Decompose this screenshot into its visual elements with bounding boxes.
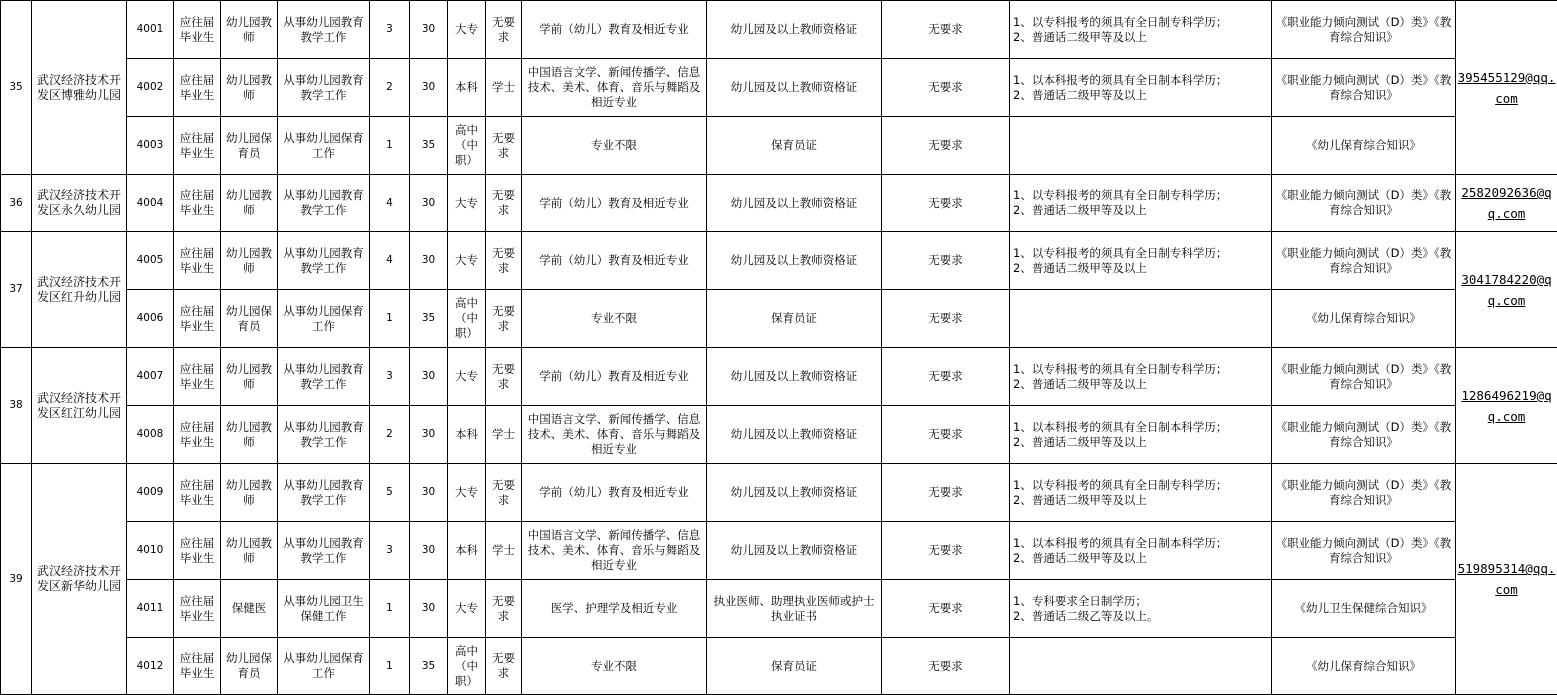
other-requirement: 无要求	[882, 348, 1010, 406]
education: 大专	[448, 580, 486, 638]
education: 大专	[448, 175, 486, 232]
other-requirement: 无要求	[882, 117, 1010, 175]
post-code: 4008	[127, 406, 174, 464]
exam-subjects: 《职业能力倾向测试（D）类》《教育综合知识》	[1272, 522, 1456, 580]
certificate: 幼儿园及以上教师资格证	[707, 406, 882, 464]
post-name: 幼儿园保育员	[221, 638, 278, 695]
duty-description: 从事幼儿园教育教学工作	[278, 175, 370, 232]
target-group: 应往届毕业生	[174, 232, 221, 290]
other-requirement: 无要求	[882, 522, 1010, 580]
exam-subjects: 《职业能力倾向测试（D）类》《教育综合知识》	[1272, 232, 1456, 290]
table-row	[1, 522, 1557, 580]
other-requirement: 无要求	[882, 406, 1010, 464]
degree: 无要求	[486, 464, 522, 522]
target-group: 应往届毕业生	[174, 406, 221, 464]
age-limit: 30	[410, 522, 448, 580]
major: 专业不限	[522, 290, 707, 348]
education: 大专	[448, 1, 486, 59]
post-code: 4009	[127, 464, 174, 522]
other-requirement: 无要求	[882, 464, 1010, 522]
age-limit: 30	[410, 232, 448, 290]
organization-name: 武汉经济技术开发区新华幼儿园	[32, 464, 127, 695]
notes: 1、以专科报考的须具有全日制专科学历； 2、普通话二级甲等及以上	[1010, 232, 1272, 290]
organization-name: 武汉经济技术开发区永久幼儿园	[32, 175, 127, 232]
duty-description: 从事幼儿园卫生保健工作	[278, 580, 370, 638]
notes: 1、以本科报考的须具有全日制本科学历； 2、普通话二级甲等及以上	[1010, 59, 1272, 117]
hiring-count: 1	[370, 290, 410, 348]
exam-subjects: 《幼儿保育综合知识》	[1272, 290, 1456, 348]
major: 专业不限	[522, 638, 707, 695]
major: 学前（幼儿）教育及相近专业	[522, 1, 707, 59]
major: 中国语言文学、新闻传播学、信息技术、美术、体育、音乐与舞蹈及相近专业	[522, 522, 707, 580]
hiring-count: 4	[370, 175, 410, 232]
duty-description: 从事幼儿园保育工作	[278, 117, 370, 175]
other-requirement: 无要求	[882, 1, 1010, 59]
certificate: 幼儿园及以上教师资格证	[707, 348, 882, 406]
exam-subjects: 《职业能力倾向测试（D）类》《教育综合知识》	[1272, 1, 1456, 59]
contact-email	[1456, 232, 1557, 348]
degree: 学士	[486, 406, 522, 464]
duty-description: 从事幼儿园教育教学工作	[278, 1, 370, 59]
post-name: 保健医	[221, 580, 278, 638]
education: 本科	[448, 59, 486, 117]
hiring-count: 2	[370, 406, 410, 464]
age-limit: 35	[410, 290, 448, 348]
other-requirement: 无要求	[882, 580, 1010, 638]
post-name: 幼儿园教师	[221, 464, 278, 522]
email-link[interactable]: 3041784220@qq.com	[1461, 272, 1551, 308]
other-requirement: 无要求	[882, 59, 1010, 117]
post-name: 幼儿园教师	[221, 59, 278, 117]
post-code: 4004	[127, 175, 174, 232]
notes: 1、以本科报考的须具有全日制本科学历； 2、普通话二级甲等及以上	[1010, 522, 1272, 580]
education: 高中（中职）	[448, 290, 486, 348]
education: 本科	[448, 522, 486, 580]
table-row	[1, 117, 1557, 175]
post-code: 4012	[127, 638, 174, 695]
age-limit: 30	[410, 175, 448, 232]
post-code: 4001	[127, 1, 174, 59]
hiring-count: 1	[370, 580, 410, 638]
hiring-count: 1	[370, 117, 410, 175]
row-number: 38	[1, 348, 32, 464]
education: 大专	[448, 232, 486, 290]
certificate: 幼儿园及以上教师资格证	[707, 522, 882, 580]
age-limit: 30	[410, 59, 448, 117]
table-row	[1, 1, 1557, 59]
hiring-count: 2	[370, 59, 410, 117]
table-body	[1, 1, 1557, 695]
contact-email	[1456, 464, 1557, 695]
notes	[1010, 117, 1272, 175]
major: 中国语言文学、新闻传播学、信息技术、美术、体育、音乐与舞蹈及相近专业	[522, 406, 707, 464]
target-group: 应往届毕业生	[174, 522, 221, 580]
target-group: 应往届毕业生	[174, 59, 221, 117]
exam-subjects: 《职业能力倾向测试（D）类》《教育综合知识》	[1272, 464, 1456, 522]
duty-description: 从事幼儿园教育教学工作	[278, 464, 370, 522]
certificate: 保育员证	[707, 117, 882, 175]
hiring-count: 3	[370, 348, 410, 406]
major: 中国语言文学、新闻传播学、信息技术、美术、体育、音乐与舞蹈及相近专业	[522, 59, 707, 117]
certificate: 幼儿园及以上教师资格证	[707, 59, 882, 117]
duty-description: 从事幼儿园教育教学工作	[278, 348, 370, 406]
post-name: 幼儿园保育员	[221, 117, 278, 175]
email-link[interactable]: 1286496219@qq.com	[1461, 388, 1551, 424]
major: 学前（幼儿）教育及相近专业	[522, 348, 707, 406]
major: 学前（幼儿）教育及相近专业	[522, 464, 707, 522]
degree: 无要求	[486, 175, 522, 232]
age-limit: 30	[410, 348, 448, 406]
organization-name: 武汉经济技术开发区红江幼儿园	[32, 348, 127, 464]
exam-subjects: 《职业能力倾向测试（D）类》《教育综合知识》	[1272, 175, 1456, 232]
contact-email	[1456, 348, 1557, 464]
exam-subjects: 《职业能力倾向测试（D）类》《教育综合知识》	[1272, 348, 1456, 406]
exam-subjects: 《幼儿卫生保健综合知识》	[1272, 580, 1456, 638]
table-row	[1, 406, 1557, 464]
post-code: 4010	[127, 522, 174, 580]
age-limit: 30	[410, 406, 448, 464]
certificate: 保育员证	[707, 290, 882, 348]
certificate: 执业医师、助理执业医师或护士执业证书	[707, 580, 882, 638]
degree: 无要求	[486, 638, 522, 695]
education: 本科	[448, 406, 486, 464]
age-limit: 30	[410, 580, 448, 638]
email-link[interactable]: 2582092636@qq.com	[1461, 185, 1551, 221]
table-row	[1, 348, 1557, 406]
post-name: 幼儿园教师	[221, 1, 278, 59]
certificate: 幼儿园及以上教师资格证	[707, 1, 882, 59]
notes	[1010, 290, 1272, 348]
notes: 1、专科要求全日制学历； 2、普通话二级乙等及以上。	[1010, 580, 1272, 638]
organization-name: 武汉经济技术开发区红升幼儿园	[32, 232, 127, 348]
duty-description: 从事幼儿园教育教学工作	[278, 522, 370, 580]
age-limit: 35	[410, 638, 448, 695]
education: 大专	[448, 464, 486, 522]
degree: 学士	[486, 522, 522, 580]
degree: 无要求	[486, 348, 522, 406]
age-limit: 35	[410, 117, 448, 175]
post-code: 4005	[127, 232, 174, 290]
post-code: 4003	[127, 117, 174, 175]
certificate: 幼儿园及以上教师资格证	[707, 232, 882, 290]
degree: 无要求	[486, 1, 522, 59]
age-limit: 30	[410, 1, 448, 59]
target-group: 应往届毕业生	[174, 638, 221, 695]
education: 大专	[448, 348, 486, 406]
table-row	[1, 638, 1557, 695]
email-link[interactable]: 395455129@qq.com	[1458, 70, 1556, 106]
row-number: 39	[1, 464, 32, 695]
hiring-count: 3	[370, 1, 410, 59]
degree: 无要求	[486, 290, 522, 348]
table-row	[1, 580, 1557, 638]
degree: 学士	[486, 59, 522, 117]
other-requirement: 无要求	[882, 175, 1010, 232]
hiring-count: 3	[370, 522, 410, 580]
post-name: 幼儿园保育员	[221, 290, 278, 348]
major: 专业不限	[522, 117, 707, 175]
contact-email	[1456, 175, 1557, 232]
table-row	[1, 290, 1557, 348]
exam-subjects: 《职业能力倾向测试（D）类》《教育综合知识》	[1272, 59, 1456, 117]
other-requirement: 无要求	[882, 232, 1010, 290]
post-name: 幼儿园教师	[221, 406, 278, 464]
degree: 无要求	[486, 117, 522, 175]
certificate: 保育员证	[707, 638, 882, 695]
table-row	[1, 232, 1557, 290]
post-code: 4002	[127, 59, 174, 117]
notes: 1、以专科报考的须具有全日制专科学历； 2、普通话二级甲等及以上	[1010, 175, 1272, 232]
education: 高中（中职）	[448, 117, 486, 175]
age-limit: 30	[410, 464, 448, 522]
major: 医学、护理学及相近专业	[522, 580, 707, 638]
notes	[1010, 638, 1272, 695]
hiring-count: 1	[370, 638, 410, 695]
row-number: 36	[1, 175, 32, 232]
target-group: 应往届毕业生	[174, 117, 221, 175]
other-requirement: 无要求	[882, 638, 1010, 695]
notes: 1、以专科报考的须具有全日制专科学历； 2、普通话二级甲等及以上	[1010, 464, 1272, 522]
hiring-count: 5	[370, 464, 410, 522]
degree: 无要求	[486, 580, 522, 638]
target-group: 应往届毕业生	[174, 1, 221, 59]
table-row	[1, 464, 1557, 522]
major: 学前（幼儿）教育及相近专业	[522, 175, 707, 232]
post-name: 幼儿园教师	[221, 175, 278, 232]
duty-description: 从事幼儿园教育教学工作	[278, 59, 370, 117]
exam-subjects: 《职业能力倾向测试（D）类》《教育综合知识》	[1272, 406, 1456, 464]
certificate: 幼儿园及以上教师资格证	[707, 175, 882, 232]
major: 学前（幼儿）教育及相近专业	[522, 232, 707, 290]
table-row	[1, 175, 1557, 232]
notes: 1、以本科报考的须具有全日制本科学历； 2、普通话二级甲等及以上	[1010, 406, 1272, 464]
exam-subjects: 《幼儿保育综合知识》	[1272, 638, 1456, 695]
duty-description: 从事幼儿园教育教学工作	[278, 232, 370, 290]
target-group: 应往届毕业生	[174, 290, 221, 348]
certificate: 幼儿园及以上教师资格证	[707, 464, 882, 522]
target-group: 应往届毕业生	[174, 348, 221, 406]
duty-description: 从事幼儿园保育工作	[278, 638, 370, 695]
degree: 无要求	[486, 232, 522, 290]
target-group: 应往届毕业生	[174, 464, 221, 522]
target-group: 应往届毕业生	[174, 175, 221, 232]
target-group: 应往届毕业生	[174, 580, 221, 638]
contact-email	[1456, 1, 1557, 175]
exam-subjects: 《幼儿保育综合知识》	[1272, 117, 1456, 175]
hiring-count: 4	[370, 232, 410, 290]
post-name: 幼儿园教师	[221, 232, 278, 290]
post-code: 4007	[127, 348, 174, 406]
duty-description: 从事幼儿园保育工作	[278, 290, 370, 348]
post-code: 4006	[127, 290, 174, 348]
table-row	[1, 59, 1557, 117]
post-name: 幼儿园教师	[221, 348, 278, 406]
post-name: 幼儿园教师	[221, 522, 278, 580]
organization-name: 武汉经济技术开发区博雅幼儿园	[32, 1, 127, 175]
row-number: 37	[1, 232, 32, 348]
duty-description: 从事幼儿园教育教学工作	[278, 406, 370, 464]
education: 高中（中职）	[448, 638, 486, 695]
row-number: 35	[1, 1, 32, 175]
post-code: 4011	[127, 580, 174, 638]
email-link[interactable]: 519895314@qq.com	[1458, 561, 1556, 597]
notes: 1、以专科报考的须具有全日制专科学历； 2、普通话二级甲等及以上	[1010, 348, 1272, 406]
other-requirement: 无要求	[882, 290, 1010, 348]
notes: 1、以专科报考的须具有全日制专科学历； 2、普通话二级甲等及以上	[1010, 1, 1272, 59]
